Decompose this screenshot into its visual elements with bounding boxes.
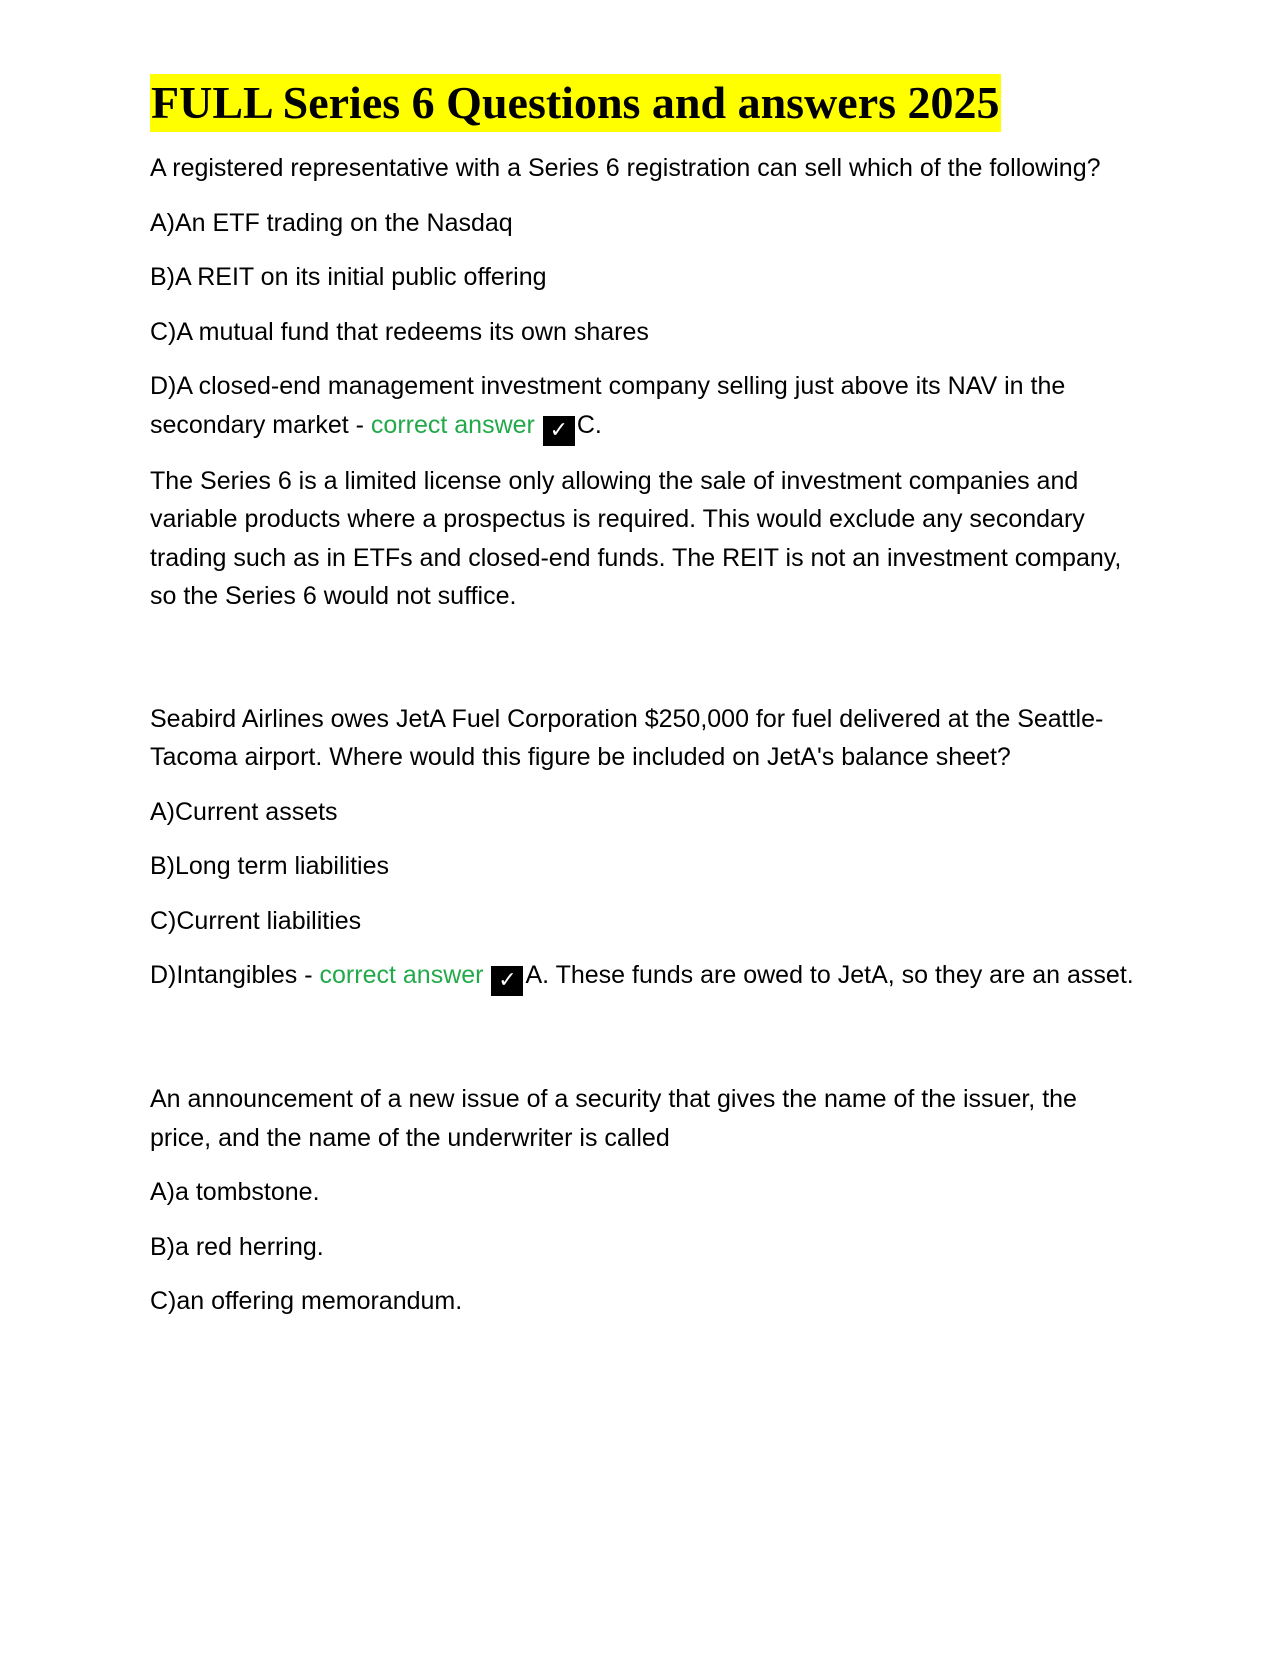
- option-b: B)Long term liabilities: [150, 852, 389, 880]
- option-b: B)A REIT on its initial public offering: [150, 263, 547, 291]
- option-a: A)An ETF trading on the Nasdaq: [150, 208, 513, 237]
- option-d-with-answer: [150, 956, 1140, 996]
- title-block: [150, 74, 1140, 132]
- correct-answer-label: correct answer: [370, 410, 535, 439]
- answer-text: C.: [576, 410, 602, 439]
- question-separator: [150, 1012, 1140, 1080]
- question-separator: [150, 632, 1140, 700]
- answer-explanation: The Series 6 is a limited license only allowing the sale of investment companies and variable products where a prospectus is required. This would exclude any secondary trading such as in ETFs and closed-end funds. The REIT is not an investment company, so the Series 6 would not suffice.: [150, 466, 1122, 610]
- option-c: C)an offering memorandum.: [150, 1287, 463, 1315]
- question-text: An announcement of a new issue of a security that gives the name of the issuer, the price, and the name of the underwriter is called: [150, 1085, 1077, 1152]
- correct-answer-label: correct answer: [319, 961, 484, 989]
- option-a: A)a tombstone.: [150, 1178, 320, 1206]
- question-block-1: [150, 149, 1140, 616]
- question-text: Seabird Airlines owes JetA Fuel Corporation $250,000 for fuel delivered at the Seattle-Tacoma airport. Where would this figure be included on JetA's balance sheet?: [150, 704, 1104, 771]
- checkmark-icon: ✓: [491, 966, 523, 996]
- checkmark-icon: ✓: [543, 416, 575, 446]
- option-d: D)Intangibles -: [150, 961, 320, 989]
- document-title: FULL Series 6 Questions and answers 2025: [150, 74, 1001, 132]
- option-c: C)Current liabilities: [150, 906, 362, 935]
- document-page: [150, 74, 1140, 1337]
- option-d-with-answer: [150, 367, 1140, 446]
- question-text: A registered representative with a Series 6 registration can sell which of the following?: [150, 154, 1101, 182]
- option-d: D)A closed-end management investment company selling just above its NAV in the secondary market -: [150, 372, 1066, 439]
- answer-text: A. These funds are owed to JetA, so they are an asset.: [525, 961, 1134, 989]
- option-c: C)A mutual fund that redeems its own shares: [150, 317, 649, 346]
- question-block-2: [150, 700, 1140, 997]
- option-b: B)a red herring.: [150, 1232, 324, 1261]
- option-a: A)Current assets: [150, 797, 338, 826]
- question-block-3: [150, 1080, 1140, 1321]
